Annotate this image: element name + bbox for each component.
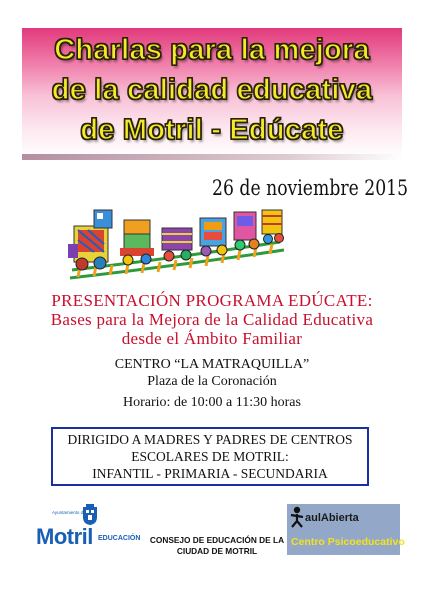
motril-logo-text: Motril: [36, 524, 93, 549]
title-line-2: de la calidad educativa: [51, 74, 373, 106]
consejo-line-1: CONSEJO DE EDUCACIÓN DE LA: [149, 535, 285, 545]
wagon-4: [234, 212, 259, 250]
title-line-1: Charlas para la mejora: [54, 34, 370, 66]
audience-box: [51, 427, 369, 486]
consejo-line-2: CIUDAD DE MOTRIL: [176, 546, 258, 556]
event-date: 26 de noviembre 2015: [211, 176, 408, 200]
aulabierta-title: aulAbierta: [305, 512, 359, 524]
locomotive: [68, 210, 112, 270]
audience-line-2: ESCOLARES DE MOTRIL:: [131, 449, 289, 464]
wagon-5: [262, 210, 284, 244]
ayuntamiento-label: Ayuntamiento de: [52, 510, 86, 515]
schedule-text: Horario: de 10:00 a 11:30 horas: [123, 395, 301, 410]
consejo-label: [142, 535, 292, 557]
aulabierta-subtitle: Centro Psicoeducativo: [291, 536, 405, 548]
person-icon: [289, 506, 305, 528]
presentation-subtitle-1: Bases para la Mejora de la Calidad Educativa: [50, 310, 374, 329]
audience-line-1: DIRIGIDO A MADRES Y PADRES DE CENTROS: [67, 432, 353, 447]
educacion-label: EDUCACIÓN: [98, 535, 141, 542]
wagon-1: [120, 220, 154, 265]
presentation-title: PRESENTACIÓN PROGRAMA EDÚCATE:: [51, 291, 373, 310]
audience-line-3: INFANTIL - PRIMARIA - SECUNDARIA: [92, 466, 328, 481]
wagon-3: [200, 218, 227, 256]
banner-shadow: [22, 154, 402, 160]
train-illustration: [66, 204, 288, 286]
venue-name: CENTRO “LA MATRAQUILLA”: [114, 357, 310, 372]
venue-address: Plaza de la Coronación: [147, 374, 277, 389]
motril-crest-icon: [82, 504, 98, 526]
title-line-3: de Motril - Edúcate: [80, 114, 344, 146]
presentation-subtitle-2: desde el Ámbito Familiar: [121, 329, 303, 348]
